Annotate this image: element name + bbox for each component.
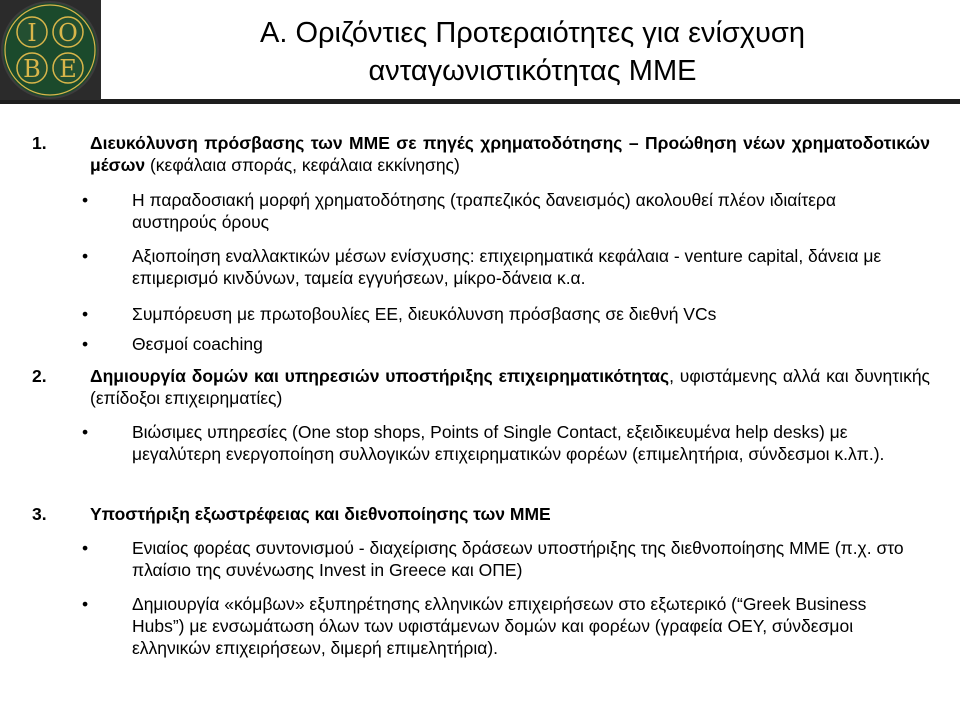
- bullet-text: Δημιουργία «κόμβων» εξυπηρέτησης ελληνικών επιχειρήσεων στο εξωτερικό (“Greek Business Hubs”) με ενσωμάτωση όλων των υφιστάμενων δομών και φορέων (γραφεία ΟΕΥ, σύνδεσμοι ελληνικών επιχειρήσεων, διμερή επιμελητήρια).: [132, 594, 867, 658]
- slide-header: [0, 0, 960, 102]
- logo-letter-4: E: [59, 55, 77, 83]
- bullet-icon: •: [82, 246, 89, 266]
- item-heading: Δημιουργία δομών και υπηρεσιών υποστήριξης επιχειρηματικότητας: [90, 366, 670, 386]
- bullet-text: Βιώσιμες υπηρεσίες (One stop shops, Points of Single Contact, εξειδικευμένα help desks) με μεγαλύτερη ενεργοποίηση συλλογικών επιχειρηματικών φορέων (επιμελητήρια, σύνδεσμοι κ.λπ.).: [132, 422, 885, 464]
- bullet-text: Η παραδοσιακή μορφή χρηματοδότησης (τραπεζικός δανεισμός) ακολουθεί πλέον ιδιαίτερα αυστηρούς όρους: [132, 190, 837, 232]
- slide-title-line-1: A. Οριζόντιες Προτεραιότητες για ενίσχυση: [260, 17, 805, 49]
- iobe-logo-mark: [0, 0, 101, 100]
- header-divider: [101, 99, 960, 104]
- bullet-icon: •: [82, 538, 89, 558]
- item-text: [90, 503, 930, 525]
- bullet-icon: •: [82, 190, 89, 210]
- item-number: 3.: [32, 504, 47, 524]
- item-number: 2.: [32, 366, 47, 386]
- slide-title-line-2: ανταγωνιστικότητας ΜΜΕ: [368, 55, 697, 87]
- logo-letter-1: I: [27, 19, 37, 47]
- bullet-text: Αξιοποίηση εναλλακτικών μέσων ενίσχυσης: επιχειρηματικά κεφάλαια - venture capital, δάνεια με επιμερισμό κινδύνων, ταμεία εγγυήσεων, μίκρο-δάνεια κ.α.: [132, 246, 882, 288]
- item-text: [90, 132, 930, 176]
- item-number: 1.: [32, 133, 47, 153]
- logo-letter-3: B: [23, 55, 41, 83]
- item-text: [90, 365, 930, 409]
- bullet-icon: •: [82, 304, 89, 324]
- bullet-text: Συμπόρευση με πρωτοβουλίες ΕΕ, διευκόλυνση πρόσβασης σε διεθνή VCs: [132, 304, 717, 324]
- header-divider-left: [0, 100, 101, 104]
- logo-letter-2: O: [58, 19, 78, 47]
- bullet-text: Ενιαίος φορέας συντονισμού - διαχείρισης δράσεων υποστήριξης της διεθνοποίησης ΜΜΕ (π.χ. στο πλαίσιο της συνένωσης Invest in Greece και ΟΠΕ): [132, 538, 904, 580]
- item-heading: Υποστήριξη εξωστρέφειας και διεθνοποίησης των ΜΜΕ: [90, 504, 551, 524]
- item-heading: Διευκόλυνση πρόσβασης των ΜΜΕ σε πηγές χρηματοδότησης – Προώθηση νέων χρηματοδοτικών μέσων: [90, 133, 930, 175]
- item-detail: , υφιστάμενης αλλά και δυνητικής (επίδοξοι επιχειρηματίες): [90, 366, 930, 408]
- bullet-icon: •: [82, 334, 89, 354]
- slide-title: [105, 14, 960, 90]
- item-detail: (κεφάλαια σποράς, κεφάλαια εκκίνησης): [145, 155, 460, 175]
- bullet-text: Θεσμοί coaching: [132, 334, 263, 354]
- bullet-icon: •: [82, 594, 89, 614]
- bullet-icon: •: [82, 422, 89, 442]
- iobe-logo: [0, 0, 101, 100]
